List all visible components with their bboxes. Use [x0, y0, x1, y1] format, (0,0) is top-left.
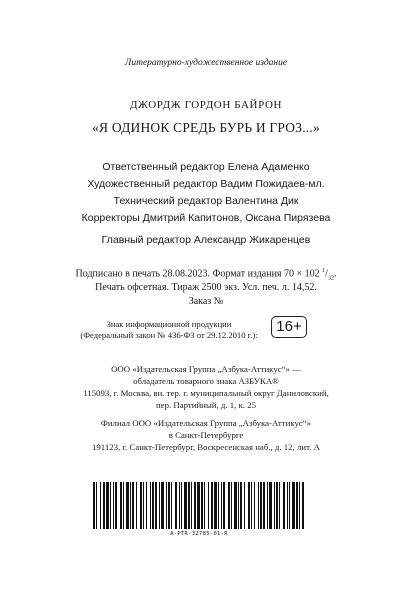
staff-proofreaders: Корректоры Дмитрий Капитонов, Оксана Пирязева	[81, 212, 331, 224]
book-title: «Я ОДИНОК СРЕДЬ БУРЬ И ГРОЗ...»	[92, 120, 320, 135]
author-name: ДЖОРДЖ ГОРДОН БАЙРОН	[129, 99, 283, 111]
order-number: Заказ №	[188, 296, 224, 307]
publisher-address-1: 115093, г. Москва, вн. тер. г. муниципальный округ Даниловский,	[83, 388, 329, 398]
barcode-text: A-PTR-32785-01-R	[170, 531, 228, 537]
chief-editor: Главный редактор Александр Жикаренцев	[101, 234, 311, 246]
print-signed-line: Подписано в печать 28.08.2023. Формат издания 70 × 102 $^1/_{32}$.	[75, 268, 337, 282]
print-run-line: Печать офсетная. Тираж 2500 экз. Усл. печ. л. 14,52.	[95, 282, 317, 293]
age-rating-badge: 16+	[271, 316, 307, 338]
branch-line-2: в Санкт-Петербурге	[168, 430, 244, 440]
staff-art-editor: Художественный редактор Вадим Пожидаев-мл.	[87, 178, 325, 190]
branch-line-1: Филиал ООО «Издательская Группа „Азбука-Аттикус“»	[100, 418, 312, 428]
info-product-label: Знак информационной продукции (Федеральный закон № 436-ФЗ от 29.12.2010 г.):	[80, 319, 258, 340]
format-fraction-den: 32	[327, 275, 334, 282]
publisher-line-2: обладатель товарного знака АЗБУКА®	[133, 376, 279, 386]
barcode-icon	[93, 482, 305, 529]
edition-type: Литературно-художественное издание	[124, 58, 288, 68]
publisher-line-1: ООО «Издательская Группа „Азбука-Аттикус“» —	[111, 364, 301, 374]
staff-tech-editor: Технический редактор Валентина Дик	[113, 195, 299, 207]
format-fraction-num: 1	[322, 268, 326, 274]
publisher-address-2: пер. Партийный, д. 1, к. 25	[155, 400, 257, 410]
branch-address: 191123, г. Санкт-Петербург, Воскресенская наб., д. 12, лит. А	[91, 442, 321, 452]
staff-editor: Ответственный редактор Елена Адаменко	[102, 161, 310, 173]
